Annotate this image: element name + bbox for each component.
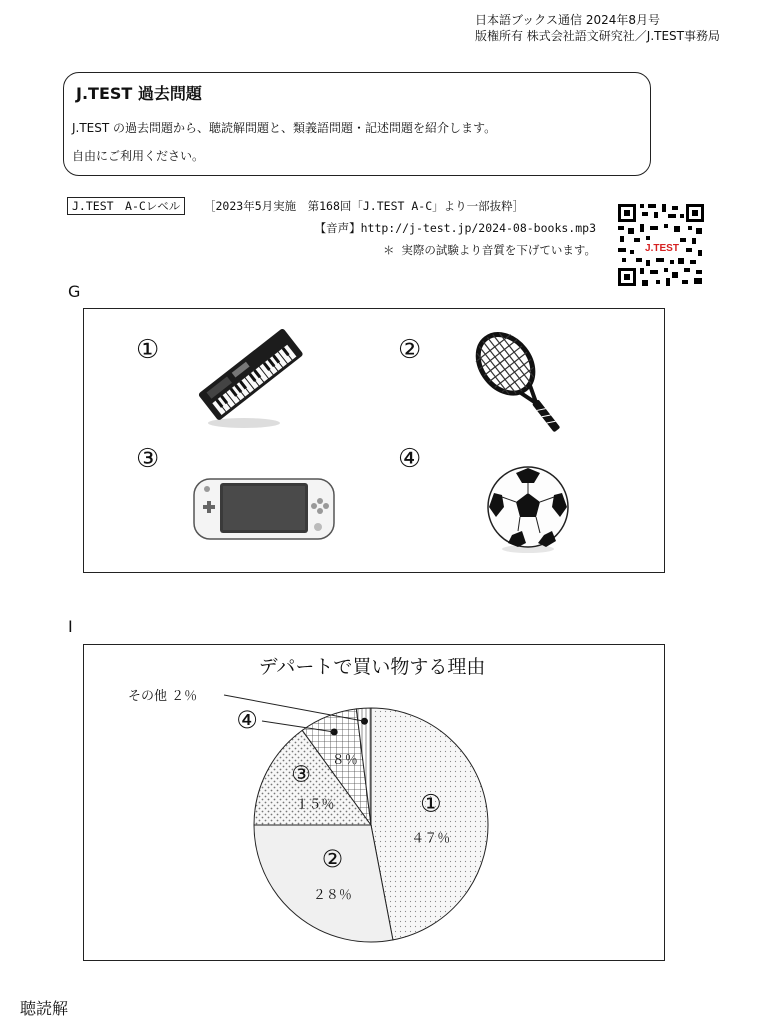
slice-3-value: １５％ <box>295 797 335 813</box>
slice-4-value: ８％ <box>331 752 358 768</box>
slice-3-number: ③ <box>291 762 311 788</box>
publication-line: 日本語ブックス通信 2024年8月号 <box>474 13 660 27</box>
qr-code[interactable] <box>616 202 706 288</box>
chart-title: デパートで買い物する理由 <box>258 656 486 678</box>
section-g-box <box>83 308 665 573</box>
section-g-label: G <box>68 282 81 301</box>
tennis-racket-icon <box>466 327 566 452</box>
slice-4-number: ④ <box>236 706 258 734</box>
intro-box <box>63 72 651 176</box>
option-2-number: ② <box>398 335 422 365</box>
qr-code-icon <box>616 202 706 288</box>
option-1-number: ① <box>136 335 160 365</box>
slice-other-label: その他 ２％ <box>128 689 198 704</box>
pie-slices <box>254 708 488 942</box>
section-i-label: I <box>68 617 73 636</box>
intro-line-2: 自由にご利用ください。 <box>72 149 205 163</box>
slice-2-number: ② <box>321 844 344 873</box>
copyright-line: 版権所有 株式会社語文研究社／J.TEST事務局 <box>474 29 720 43</box>
pie-slice-2 <box>254 825 393 942</box>
intro-line-1: J.TEST の過去問題から、聴読解問題と、類義語問題・記述問題を紹介します。 <box>72 121 497 135</box>
audio-note: ＊ 実際の試験より音質を下げています。 <box>382 243 596 257</box>
option-4-number: ④ <box>398 444 422 474</box>
page-header <box>475 12 720 44</box>
pie-slice-1 <box>371 708 488 940</box>
audio-link[interactable]: 【音声】http://j-test.jp/2024-08-books.mp3 <box>314 221 596 235</box>
game-console-icon <box>192 475 336 543</box>
slice-2-value: ２８％ <box>312 887 352 903</box>
level-tag: J.TEST A-Cレベル <box>67 197 185 215</box>
qr-label: J.TEST <box>645 243 679 254</box>
intro-title: J.TEST 過去問題 <box>76 84 202 103</box>
pie-chart <box>84 645 664 960</box>
exam-source: ［2023年5月実施 第168回「J.TEST A-C」より一部抜粋］ <box>204 199 525 213</box>
slice-1-value: ４７％ <box>411 831 451 847</box>
soccer-ball-icon <box>482 463 574 555</box>
option-3-number: ③ <box>136 444 160 474</box>
keyboard-icon <box>192 321 312 431</box>
footer-label: 聴読解 <box>20 999 69 1018</box>
section-i-box <box>83 644 665 961</box>
slice-1-number: ① <box>419 789 442 818</box>
